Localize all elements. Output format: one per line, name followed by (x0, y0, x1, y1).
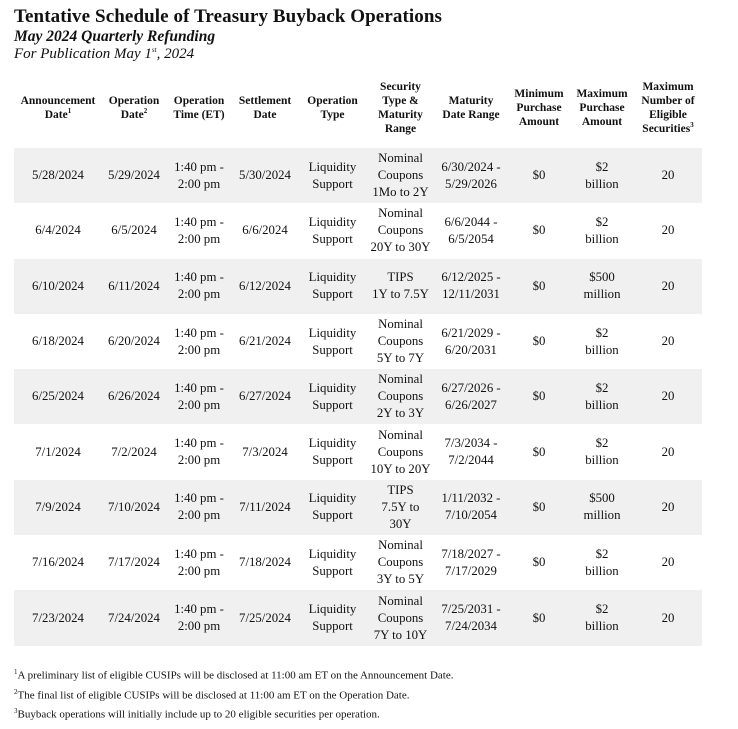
footnote-marker: 3 (14, 707, 18, 716)
footnote-text: A preliminary list of eligible CUSIPs will be disclosed at 11:00 am ET on the Announcement Date. (17, 669, 454, 682)
operation-type-cell: Liquidity Support (298, 203, 367, 258)
operation-time-cell: 1:40 pm - 2:00 pm (166, 424, 232, 479)
settlement-date-cell: 7/18/2024 (232, 535, 298, 590)
minimum-amount-cell: $0 (508, 590, 570, 645)
column-header-label: Security Type & Maturity Range (378, 81, 423, 135)
settlement-date-cell: 7/25/2024 (232, 590, 298, 645)
minimum-amount-cell: $0 (508, 203, 570, 258)
table-row (14, 148, 702, 203)
column-header-label: Maximum Purchase Amount (576, 88, 628, 128)
maximum-amount-cell: $2 billion (570, 535, 634, 590)
operation-date-cell: 7/24/2024 (102, 590, 166, 645)
max-securities-cell: 20 (634, 480, 702, 535)
maximum-amount-cell: $2 billion (570, 148, 634, 203)
footnote-marker: 1 (67, 107, 72, 116)
security-type-cell: Nominal Coupons 3Y to 5Y (367, 535, 434, 590)
table-row (14, 424, 702, 479)
column-header-label: Maximum Number of Eligible Securities (641, 81, 695, 135)
settlement-date-cell: 6/12/2024 (232, 259, 298, 314)
column-header (634, 76, 702, 148)
maximum-amount-cell: $500 million (570, 259, 634, 314)
minimum-amount-cell: $0 (508, 424, 570, 479)
table-row (14, 314, 702, 369)
footnote-marker: 2 (14, 687, 18, 696)
operation-time-cell: 1:40 pm - 2:00 pm (166, 259, 232, 314)
table-row (14, 369, 702, 424)
column-header-label: Operation Date (108, 95, 160, 121)
max-securities-cell: 20 (634, 203, 702, 258)
max-securities-cell: 20 (634, 259, 702, 314)
announcement-date-cell: 6/10/2024 (14, 259, 102, 314)
operation-time-cell: 1:40 pm - 2:00 pm (166, 535, 232, 590)
table-body (14, 148, 702, 646)
table-row (14, 203, 702, 258)
maximum-amount-cell: $2 billion (570, 314, 634, 369)
maturity-range-cell: 7/25/2031 - 7/24/2034 (434, 590, 508, 645)
column-header (166, 76, 232, 148)
minimum-amount-cell: $0 (508, 314, 570, 369)
maturity-range-cell: 1/11/2032 - 7/10/2054 (434, 480, 508, 535)
maximum-amount-cell: $2 billion (570, 424, 634, 479)
publication-sup: st (151, 46, 157, 54)
maturity-range-cell: 6/30/2024 - 5/29/2026 (434, 148, 508, 203)
operation-type-cell: Liquidity Support (298, 369, 367, 424)
announcement-date-cell: 7/16/2024 (14, 535, 102, 590)
operation-date-cell: 5/29/2024 (102, 148, 166, 203)
column-header (102, 76, 166, 148)
column-header (434, 76, 508, 148)
column-header-label: Maturity Date Range (442, 95, 500, 121)
max-securities-cell: 20 (634, 424, 702, 479)
settlement-date-cell: 7/3/2024 (232, 424, 298, 479)
buyback-schedule-table (14, 76, 702, 646)
minimum-amount-cell: $0 (508, 480, 570, 535)
maturity-range-cell: 6/21/2029 - 6/20/2031 (434, 314, 508, 369)
operation-type-cell: Liquidity Support (298, 480, 367, 535)
operation-date-cell: 6/20/2024 (102, 314, 166, 369)
maturity-range-cell: 6/27/2026 - 6/26/2027 (434, 369, 508, 424)
max-securities-cell: 20 (634, 369, 702, 424)
settlement-date-cell: 5/30/2024 (232, 148, 298, 203)
footnote-text: Buyback operations will initially include up to 20 eligible securities per operation. (17, 708, 380, 721)
page-title: Tentative Schedule of Treasury Buyback Operations (14, 6, 443, 27)
footnotes (14, 664, 453, 723)
security-type-cell: TIPS 7.5Y to 30Y (367, 480, 434, 535)
table-row (14, 480, 702, 535)
page-subtitle: May 2024 Quarterly Refunding (14, 28, 216, 45)
table-row (14, 259, 702, 314)
column-header-label: Operation Type (307, 95, 358, 121)
column-header (14, 76, 102, 148)
maximum-amount-cell: $2 billion (570, 590, 634, 645)
operation-type-cell: Liquidity Support (298, 148, 367, 203)
column-header (367, 76, 434, 148)
max-securities-cell: 20 (634, 148, 702, 203)
column-header-label: Announcement Date (20, 95, 96, 121)
operation-time-cell: 1:40 pm - 2:00 pm (166, 590, 232, 645)
security-type-cell: Nominal Coupons 2Y to 3Y (367, 369, 434, 424)
settlement-date-cell: 6/21/2024 (232, 314, 298, 369)
operation-time-cell: 1:40 pm - 2:00 pm (166, 314, 232, 369)
header-row (14, 76, 702, 148)
maturity-range-cell: 6/6/2044 - 6/5/2054 (434, 203, 508, 258)
operation-time-cell: 1:40 pm - 2:00 pm (166, 369, 232, 424)
announcement-date-cell: 7/9/2024 (14, 480, 102, 535)
column-header (508, 76, 570, 148)
operation-type-cell: Liquidity Support (298, 259, 367, 314)
announcement-date-cell: 5/28/2024 (14, 148, 102, 203)
column-header (232, 76, 298, 148)
operation-date-cell: 7/10/2024 (102, 480, 166, 535)
operation-date-cell: 7/2/2024 (102, 424, 166, 479)
operation-date-cell: 7/17/2024 (102, 535, 166, 590)
operation-time-cell: 1:40 pm - 2:00 pm (166, 480, 232, 535)
maximum-amount-cell: $500 million (570, 480, 634, 535)
operation-type-cell: Liquidity Support (298, 535, 367, 590)
max-securities-cell: 20 (634, 590, 702, 645)
publication-date (14, 46, 194, 63)
publication-prefix: For Publication May 1 (14, 46, 152, 62)
footnote (14, 684, 453, 704)
settlement-date-cell: 6/27/2024 (232, 369, 298, 424)
maturity-range-cell: 7/3/2034 - 7/2/2044 (434, 424, 508, 479)
announcement-date-cell: 6/4/2024 (14, 203, 102, 258)
security-type-cell: Nominal Coupons 20Y to 30Y (367, 203, 434, 258)
operation-type-cell: Liquidity Support (298, 424, 367, 479)
minimum-amount-cell: $0 (508, 259, 570, 314)
max-securities-cell: 20 (634, 314, 702, 369)
column-header-label: Minimum Purchase Amount (514, 88, 564, 128)
footnote-marker: 2 (143, 107, 148, 116)
minimum-amount-cell: $0 (508, 148, 570, 203)
maturity-range-cell: 6/12/2025 - 12/11/2031 (434, 259, 508, 314)
settlement-date-cell: 7/11/2024 (232, 480, 298, 535)
footnote-marker: 1 (14, 668, 18, 676)
announcement-date-cell: 7/23/2024 (14, 590, 102, 645)
security-type-cell: Nominal Coupons 7Y to 10Y (367, 590, 434, 645)
footnote-marker: 3 (690, 121, 694, 130)
operation-date-cell: 6/5/2024 (102, 203, 166, 258)
operation-type-cell: Liquidity Support (298, 314, 367, 369)
column-header (298, 76, 367, 148)
operation-time-cell: 1:40 pm - 2:00 pm (166, 148, 232, 203)
security-type-cell: Nominal Coupons 5Y to 7Y (367, 314, 434, 369)
table-row (14, 590, 702, 645)
operation-date-cell: 6/26/2024 (102, 369, 166, 424)
announcement-date-cell: 6/18/2024 (14, 314, 102, 369)
footnote (14, 703, 453, 723)
minimum-amount-cell: $0 (508, 535, 570, 590)
column-header (570, 76, 634, 148)
security-type-cell: Nominal Coupons 1Mo to 2Y (367, 148, 434, 203)
operation-time-cell: 1:40 pm - 2:00 pm (166, 203, 232, 258)
table-row (14, 535, 702, 590)
announcement-date-cell: 7/1/2024 (14, 424, 102, 479)
maximum-amount-cell: $2 billion (570, 203, 634, 258)
footnote (14, 664, 453, 684)
footnote-text: The final list of eligible CUSIPs will be disclosed at 11:00 am ET on the Operation Date. (17, 689, 410, 702)
operation-date-cell: 6/11/2024 (102, 259, 166, 314)
column-header-label: Settlement Date (238, 95, 292, 121)
security-type-cell: TIPS 1Y to 7.5Y (367, 259, 434, 314)
operation-type-cell: Liquidity Support (298, 590, 367, 645)
announcement-date-cell: 6/25/2024 (14, 369, 102, 424)
security-type-cell: Nominal Coupons 10Y to 20Y (367, 424, 434, 479)
settlement-date-cell: 6/6/2024 (232, 203, 298, 258)
max-securities-cell: 20 (634, 535, 702, 590)
maturity-range-cell: 7/18/2027 - 7/17/2029 (434, 535, 508, 590)
maximum-amount-cell: $2 billion (570, 369, 634, 424)
column-header-label: Operation Time (ET) (173, 95, 225, 121)
minimum-amount-cell: $0 (508, 369, 570, 424)
publication-suffix: , 2024 (156, 46, 195, 62)
